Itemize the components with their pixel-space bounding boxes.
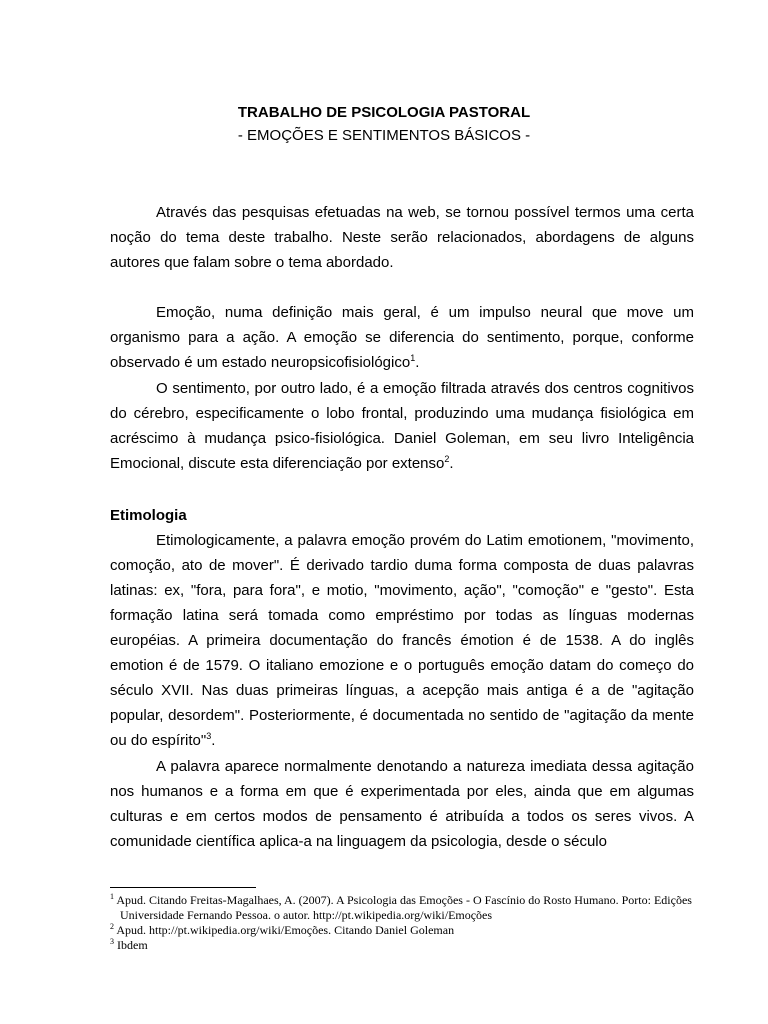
paragraph-emocao: [110, 300, 694, 375]
footnote-1: [110, 893, 700, 923]
paragraph-emocao-end: .: [415, 354, 420, 371]
document-title: TRABALHO DE PSICOLOGIA PASTORAL: [237, 104, 531, 121]
footnote-2: [110, 923, 700, 938]
paragraph-palavra: [110, 754, 694, 854]
paragraph-intro: [110, 200, 694, 275]
footnote-mark-3: 3: [110, 937, 114, 946]
paragraph-emocao-text: Emoção, numa definição mais geral, é um impulso neural que move um organismo para a ação. A emoção se diferencia do sentimento, porque, conforme observado é um estado neuropsicofisiológico: [110, 304, 694, 371]
footnote-ref-2: 2: [444, 454, 450, 464]
footnote-mark-2: 2: [110, 922, 114, 931]
footnote-mark-1: 1: [110, 892, 114, 901]
paragraph-sentimento-text: O sentimento, por outro lado, é a emoção filtrada através dos centros cognitivos do cérebro, especificamente o lobo frontal, produzindo uma mudança fisiológica em acréscimo à mudança psico-fisiológica. Daniel Goleman, em seu livro Inteligência Emocional, discute esta diferenciação por extenso: [110, 380, 694, 472]
footnote-text-1: Apud. Citando Freitas-Magalhaes, A. (2007). A Psicologia das Emoções - O Fascínio do Rosto Humano. Porto: Edições Universidade Fernando Pessoa. o autor. http://pt.wikipedia.org/wiki/Emoções: [116, 893, 692, 922]
paragraph-sentimento: [110, 376, 694, 476]
paragraph-palavra-text: A palavra aparece normalmente denotando a natureza imediata dessa agitação nos humanos e a forma em que é experimentada por eles, ainda que em algumas culturas e em certos modos de pensamento é atribuída a todos os seres vivos. A comunidade científica aplica-a na linguagem da psicologia, desde o século: [110, 758, 694, 850]
paragraph-sentimento-end: .: [449, 455, 454, 472]
paragraph-etimologia-text: Etimologicamente, a palavra emoção provém do Latim emotionem, "movimento, comoção, ato de mover". É derivado tardio duma forma composta de duas palavras latinas: ex, "fora, para fora", e motio, "movimento, ação", "comoção" e "gesto". Esta formação latina será tomada como empréstimo por todas as línguas modernas européias. A primeira documentação do francês émotion é de 1538. A do inglês emotion é de 1579. O italiano emozione e o português emoção datam do começo do século XVII. Nas duas primeiras línguas, a acepção mais antiga é a de "agitação popular, desordem". Posteriormente, é documentada no sentido de "agitação da mente ou do espírito": [110, 532, 694, 749]
paragraph-intro-text: Através das pesquisas efetuadas na web, se tornou possível termos uma certa noção do tema deste trabalho. Neste serão relacionados, abordagens de alguns autores que falam sobre o tema abordado.: [110, 204, 694, 271]
footnote-3: [110, 938, 700, 953]
footnote-ref-3: 3: [206, 731, 212, 741]
footnote-separator: [110, 887, 256, 888]
paragraph-etimologia-end: .: [211, 732, 216, 749]
footnotes: [110, 893, 700, 953]
footnote-text-2: Apud. http://pt.wikipedia.org/wiki/Emoções. Citando Daniel Goleman: [116, 923, 455, 937]
document-subtitle: - EMOÇÕES E SENTIMENTOS BÁSICOS -: [237, 127, 531, 144]
footnote-ref-1: 1: [410, 353, 416, 363]
section-heading-etimologia: Etimologia: [110, 507, 187, 524]
paragraph-etimologia: [110, 528, 694, 753]
footnote-text-3: Ibdem: [117, 938, 148, 952]
